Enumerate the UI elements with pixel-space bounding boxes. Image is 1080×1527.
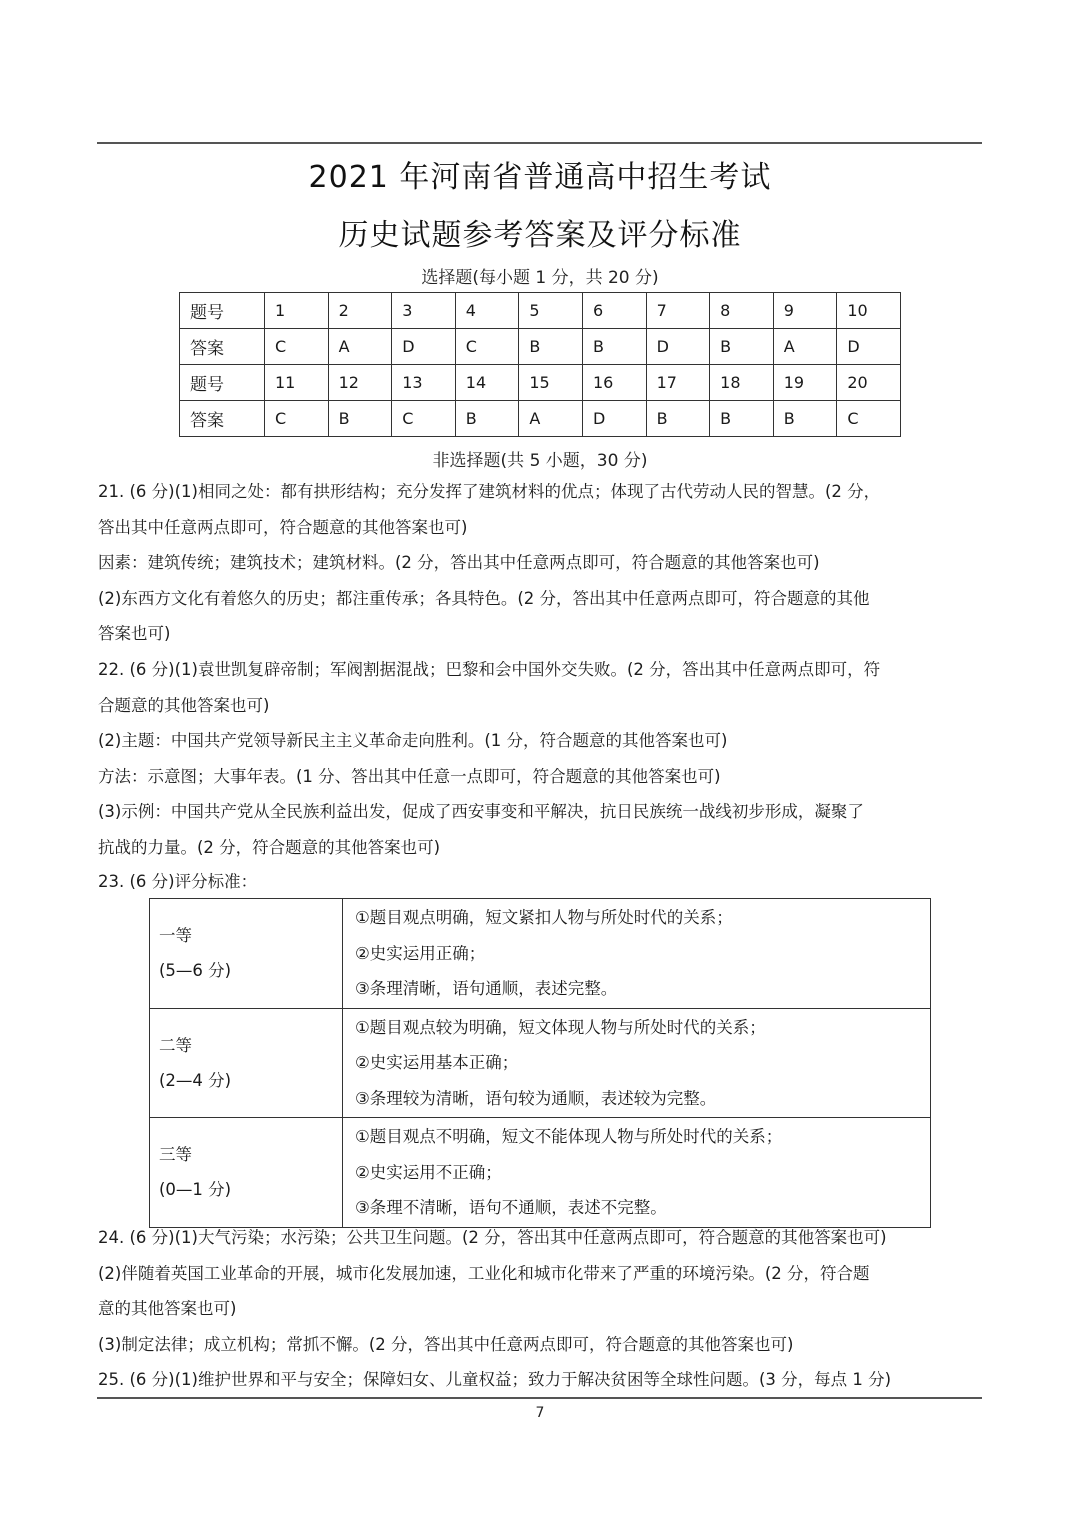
question-number-cell: 14 — [455, 365, 519, 401]
answer-cell: B — [328, 401, 392, 437]
question-number-cell: 9 — [773, 293, 837, 329]
question-number-cell: 6 — [582, 293, 646, 329]
criterion: ③条理不清晰，语句不通顺，表述不完整。 — [355, 1198, 667, 1217]
answer-cell: B — [519, 329, 583, 365]
question-24-answer — [98, 1220, 984, 1362]
answer-cell: B — [582, 329, 646, 365]
answer-line: 抗战的力量。(2 分，符合题意的其他答案也可) — [98, 837, 441, 857]
answer-cell: D — [837, 329, 901, 365]
document-subtitle: 历史试题参考答案及评分标准 — [338, 218, 742, 253]
criterion: ②史实运用基本正确； — [355, 1053, 519, 1072]
level-score-range: (5—6 分) — [159, 961, 232, 981]
criterion: ③条理较为清晰，语句较为通顺，表述较为完整。 — [355, 1088, 717, 1108]
criterion: ③条理清晰，语句通顺，表述完整。 — [355, 979, 618, 998]
level-score-range: (2—4 分) — [159, 1070, 232, 1090]
multiple-choice-heading: 选择题(每小题 1 分，共 20 分) — [421, 268, 659, 288]
answer-cell: B — [710, 401, 774, 437]
answer-line: 21. (6 分)(1)相同之处：都有拱形结构；充分发挥了建筑材料的优点；体现了古代劳动人民的智慧。(2 分， — [98, 482, 881, 501]
question-23-label: 23. (6 分)评分标准： — [98, 872, 258, 891]
answer-line: 答案也可) — [98, 624, 171, 643]
grading-rubric-table — [149, 898, 931, 1228]
question-number-cell: 11 — [265, 365, 329, 401]
answer-cell: B — [455, 401, 519, 437]
question-25-answer — [98, 1362, 984, 1398]
answer-line: 25. (6 分)(1)维护世界和平与安全；保障妇女、儿童权益；致力于解决贫困等全球性问题。(3 分，每点 1 分) — [98, 1370, 892, 1389]
criterion: ①题目观点明确，短文紧扣人物与所处时代的关系； — [355, 908, 733, 927]
answer-cell: C — [392, 401, 456, 437]
document-title: 2021 年河南省普通高中招生考试 — [308, 160, 772, 195]
top-rule — [97, 142, 982, 144]
rubric-row — [150, 1008, 931, 1118]
answer-cell: C — [265, 401, 329, 437]
rubric-level — [150, 899, 343, 1009]
answer-line: 答出其中任意两点即可，符合题意的其他答案也可) — [98, 517, 468, 537]
page-number: 7 — [535, 1405, 545, 1421]
question-number-cell: 7 — [646, 293, 710, 329]
answer-line: (2)主题：中国共产党领导新民主主义革命走向胜利。(1 分，符合题意的其他答案也可) — [98, 731, 728, 750]
question-number-cell: 5 — [519, 293, 583, 329]
question-number-cell: 4 — [455, 293, 519, 329]
question-number-cell: 18 — [710, 365, 774, 401]
question-number-cell: 15 — [519, 365, 583, 401]
answer-cell: D — [646, 329, 710, 365]
answer-cell: C — [265, 329, 329, 365]
answer-line: 合题意的其他答案也可) — [98, 695, 270, 715]
non-choice-heading: 非选择题(共 5 小题，30 分) — [432, 451, 648, 471]
answer-cell: D — [392, 329, 456, 365]
question-23-intro — [98, 864, 984, 900]
criterion: ①题目观点不明确，短文不能体现人物与所处时代的关系； — [355, 1127, 783, 1146]
answer-cell: A — [773, 329, 837, 365]
answer-cell: B — [710, 329, 774, 365]
criterion: ②史实运用正确； — [355, 943, 486, 963]
question-number-cell: 8 — [710, 293, 774, 329]
question-number-cell: 13 — [392, 365, 456, 401]
question-number-cell: 20 — [837, 365, 901, 401]
answer-row — [180, 329, 901, 365]
rubric-level — [150, 1118, 343, 1228]
question-number-cell: 12 — [328, 365, 392, 401]
level-name: 一等 — [159, 926, 192, 946]
answer-cell: C — [837, 401, 901, 437]
question-number-cell: 17 — [646, 365, 710, 401]
answer-row — [180, 401, 901, 437]
rubric-criteria — [343, 1008, 931, 1118]
rubric-row — [150, 1118, 931, 1228]
question-number-row — [180, 293, 901, 329]
bottom-rule — [97, 1397, 982, 1399]
question-number-cell: 3 — [392, 293, 456, 329]
question-number-cell: 2 — [328, 293, 392, 329]
question-number-cell: 1 — [265, 293, 329, 329]
question-number-cell: 16 — [582, 365, 646, 401]
question-22-answer — [98, 652, 984, 865]
level-score-range: (0—1 分) — [159, 1180, 232, 1200]
row-label: 题号 — [180, 365, 265, 401]
answer-line: (2)伴随着英国工业革命的开展，城市化发展加速，工业化和城市化带来了严重的环境污染。(2 分，符合题 — [98, 1263, 870, 1283]
rubric-row — [150, 899, 931, 1009]
question-number-cell: 10 — [837, 293, 901, 329]
answer-line: (3)示例：中国共产党从全民族利益出发，促成了西安事变和平解决，抗日民族统一战线初步形成，凝聚了 — [98, 802, 864, 821]
answer-cell: B — [773, 401, 837, 437]
rubric-criteria — [343, 1118, 931, 1228]
answer-line: 方法：示意图；大事年表。(1 分、答出其中任意一点即可，符合题意的其他答案也可) — [98, 766, 721, 786]
row-label: 题号 — [180, 293, 265, 329]
answer-cell: C — [455, 329, 519, 365]
row-label: 答案 — [180, 329, 265, 365]
question-21-answer — [98, 474, 984, 652]
answer-line: (2)东西方文化有着悠久的历史；都注重传承；各具特色。(2 分，答出其中任意两点即可，符合题意的其他 — [98, 588, 870, 608]
question-number-row — [180, 365, 901, 401]
rubric-level — [150, 1008, 343, 1118]
criterion: ②史实运用不正确； — [355, 1162, 502, 1182]
criterion: ①题目观点较为明确，短文体现人物与所处时代的关系； — [355, 1017, 766, 1037]
answer-line: 24. (6 分)(1)大气污染；水污染；公共卫生问题。(2 分，答出其中任意两点即可，符合题意的其他答案也可) — [98, 1228, 887, 1247]
question-number-cell: 19 — [773, 365, 837, 401]
answer-cell: A — [519, 401, 583, 437]
rubric-criteria — [343, 899, 931, 1009]
answer-line: 22. (6 分)(1)袁世凯复辟帝制；军阀割据混战；巴黎和会中国外交失败。(2 分，答出其中任意两点即可，符 — [98, 660, 881, 679]
answer-line: 意的其他答案也可) — [98, 1299, 237, 1318]
answer-cell: B — [646, 401, 710, 437]
answer-cell: A — [328, 329, 392, 365]
answer-cell: D — [582, 401, 646, 437]
row-label: 答案 — [180, 401, 265, 437]
answer-line: (3)制定法律；成立机构；常抓不懈。(2 分，答出其中任意两点即可，符合题意的其他答案也可) — [98, 1334, 794, 1354]
level-name: 二等 — [159, 1035, 192, 1055]
answer-line: 因素：建筑传统；建筑技术；建筑材料。(2 分，答出其中任意两点即可，符合题意的其他答案也可) — [98, 553, 820, 572]
answer-key-table — [179, 292, 901, 437]
level-name: 三等 — [159, 1145, 192, 1165]
